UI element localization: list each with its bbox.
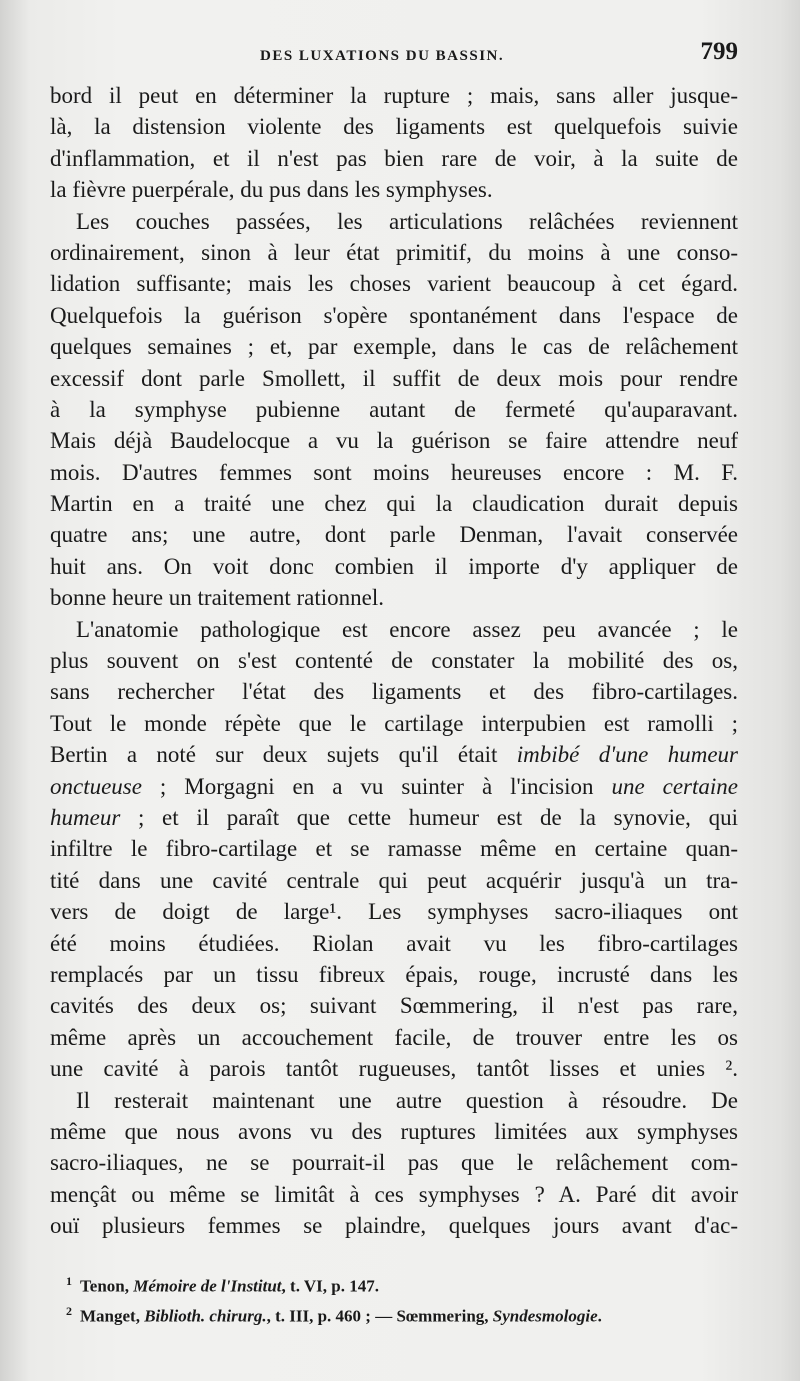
text-line	[50, 990, 738, 1021]
line-text: ouï plusieurs femmes se plaindre, quelques jours avant d'ac-	[50, 1213, 738, 1239]
line-text: infiltre le fibro-cartilage et se ramasse même en certaine quan-	[50, 836, 738, 862]
text-line	[50, 331, 738, 362]
text-line	[50, 1147, 738, 1178]
text-line	[50, 802, 738, 833]
line-text: L'anatomie pathologique est encore assez peu avancée ; le	[76, 616, 738, 642]
line-text: une cavité à parois tantôt rugueuses, tantôt lisses et unies ².	[50, 1056, 738, 1082]
text-line	[50, 1210, 738, 1241]
text-line	[50, 1179, 738, 1210]
footnote-title: Syndesmologie	[492, 1306, 598, 1326]
footnote-title: Mémoire de l'Institut	[133, 1276, 282, 1296]
text-line	[50, 174, 738, 205]
text-line	[50, 425, 738, 456]
line-text: quelques semaines ; et, par exemple, dans le cas de relâchement	[50, 334, 738, 360]
text-line	[50, 1053, 738, 1084]
text-line	[50, 394, 738, 425]
line-text: ; et il paraît que cette humeur est de la synovie, qui	[120, 804, 738, 830]
text-line	[50, 111, 738, 142]
text-line	[50, 363, 738, 394]
footnote-text: Manget,	[80, 1306, 145, 1326]
page-number: 799	[700, 38, 738, 65]
line-text: la fièvre puerpérale, du pus dans les symphyses.	[50, 177, 493, 203]
text-line	[50, 1085, 738, 1116]
line-text: sans rechercher l'état des ligaments et des fibro-cartilages.	[50, 679, 738, 705]
text-line	[50, 582, 738, 613]
line-text: Les couches passées, les articulations relâchées reviennent	[76, 208, 738, 234]
line-text: cavités des deux os; suivant Sœmmering, il n'est pas rare,	[50, 993, 738, 1019]
text-line	[50, 896, 738, 927]
footnote-text: , t. III, p. 460 ; — Sœmmering,	[266, 1306, 493, 1326]
line-text: Tout le monde répète que le cartilage interpubien est ramolli ;	[50, 710, 738, 736]
footnote-text: Tenon,	[80, 1276, 134, 1296]
italic-text: onctueuse	[50, 773, 142, 799]
line-text: mois. D'autres femmes sont moins heureuses encore : M. F.	[50, 459, 738, 485]
line-text: là, la distension violente des ligaments est quelquefois suivie	[50, 114, 738, 140]
line-text: à la symphyse pubienne autant de fermeté qu'auparavant.	[50, 396, 738, 422]
line-text: vers de doigt de large¹. Les symphyses sacro-iliaques ont	[50, 899, 738, 925]
line-text: d'inflammation, et il n'est pas bien rare de voir, à la suite de	[50, 145, 738, 171]
footnote-text: , t. VI, p. 147.	[281, 1276, 379, 1296]
line-text: même que nous avons vu des ruptures limitées aux symphyses	[50, 1118, 738, 1144]
text-line	[50, 1116, 738, 1147]
line-text: Bertin a noté sur deux sujets qu'il était	[50, 742, 517, 768]
text-line	[50, 143, 738, 174]
line-text: ordinairement, sinon à leur état primitif, du moins à une conso-	[50, 239, 738, 265]
text-line	[50, 833, 738, 864]
italic-text: humeur	[50, 804, 121, 830]
line-text: remplacés par un tissu fibreux épais, rouge, incrusté dans les	[50, 961, 738, 987]
line-text: Il resterait maintenant une autre question à résoudre. De	[76, 1087, 738, 1113]
text-line	[50, 300, 738, 331]
line-text: Martin en a traité une chez qui la claudication durait depuis	[50, 491, 738, 517]
page-header	[52, 38, 738, 78]
line-text: bord il peut en déterminer la rupture ; mais, sans aller jusque-	[50, 83, 738, 108]
line-text: sacro-iliaques, ne se pourrait-il pas que le relâchement com-	[50, 1150, 738, 1176]
text-line	[50, 708, 738, 739]
line-text: même après un accouchement facile, de trouver entre les os	[50, 1024, 738, 1050]
body-text	[50, 80, 738, 1241]
text-line	[50, 80, 738, 111]
footnotes	[66, 1269, 742, 1328]
line-text: bonne heure un traitement rationnel.	[50, 585, 385, 611]
footnote-mark: 2	[66, 1303, 72, 1318]
line-text: excessif dont parle Smollett, il suffit de deux mois pour rendre	[50, 365, 738, 391]
footnote	[66, 1299, 742, 1329]
text-line	[50, 237, 738, 268]
text-line	[50, 739, 738, 770]
line-text: quatre ans; une autre, dont parle Denman, l'avait conservée	[50, 522, 738, 548]
line-text: plus souvent on s'est contenté de constater la mobilité des os,	[50, 648, 738, 674]
text-line	[50, 488, 738, 519]
text-line	[50, 771, 738, 802]
line-text: Mais déjà Baudelocque a vu la guérison se faire attendre neuf	[50, 428, 738, 454]
footnote-mark: 1	[66, 1274, 72, 1288]
text-line	[50, 206, 738, 237]
text-line	[50, 928, 738, 959]
text-line	[50, 865, 738, 896]
text-line	[50, 268, 738, 299]
line-text: été moins étudiées. Riolan avait vu les fibro-cartilages	[50, 930, 738, 956]
text-line	[50, 676, 738, 707]
line-text: tité dans une cavité centrale qui peut acquérir jusqu'à un tra-	[50, 867, 738, 893]
text-line	[50, 551, 738, 582]
footnote-title: Biblioth. chirurg.	[144, 1306, 267, 1326]
text-line	[50, 614, 738, 645]
footnote	[66, 1269, 742, 1299]
text-line	[50, 1022, 738, 1053]
text-line	[50, 519, 738, 550]
line-text: mençât ou même se limitât à ces symphyses ? A. Paré dit avoir	[50, 1181, 738, 1207]
line-text: lidation suffisante; mais les choses varient beaucoup à cet égard.	[50, 271, 738, 297]
line-text: ; Morgagni en a vu suinter à l'incision	[141, 773, 612, 799]
running-title: DES LUXATIONS DU BASSIN.	[260, 48, 505, 64]
text-line	[50, 457, 738, 488]
italic-text: une certaine	[611, 773, 738, 799]
footnote-text: .	[597, 1306, 602, 1326]
text-line	[50, 959, 738, 990]
text-line	[50, 645, 738, 676]
line-text: huit ans. On voit donc combien il importe d'y appliquer de	[50, 553, 738, 579]
italic-text: imbibé d'une humeur	[516, 742, 738, 768]
line-text: Quelquefois la guérison s'opère spontanément dans l'espace de	[50, 302, 738, 328]
